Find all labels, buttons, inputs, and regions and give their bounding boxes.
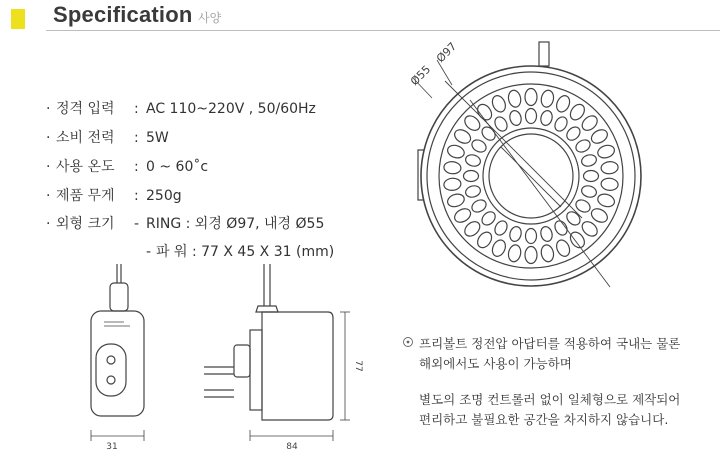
ring-light-drawing [413,39,641,287]
led [552,115,569,133]
adapter-side-view [204,264,350,441]
led [490,238,508,258]
spec-value: 파 워 : 77 X 45 X 31 (mm) [156,244,335,260]
led-ring [443,89,618,264]
spec-value: 0 ~ 60˚c [146,159,209,175]
led [525,247,537,264]
bullet: · [46,101,51,117]
led [443,177,461,191]
bullet: · [46,188,51,204]
note-line-1: 프리볼트 정전압 아답터를 적용하여 국내는 물론 [419,336,681,351]
dim-side-width: 84 [286,442,298,452]
led [601,177,619,191]
led [443,161,461,175]
note-line-3: 별도의 조명 컨트롤러 없이 일체형으로 제작되어 [419,392,681,407]
dim-height: 77 [353,360,363,372]
spec-label: 외형 크기 [56,216,115,232]
dim-ring-inner: Ø55 [407,62,434,89]
adapter-front-view [91,264,144,441]
circle-dot-icon-center [407,341,410,344]
led [479,209,497,227]
spec-value: 5W [146,130,169,146]
bullet: · [46,130,51,146]
led [508,225,523,242]
led [554,238,572,258]
spec-value: 250g [146,188,182,204]
note-line-4: 편리하고 불필요한 공간을 차지하지 않습니다. [419,412,669,427]
spec-separator: : [134,159,139,175]
led [446,192,466,209]
led [596,192,616,209]
dim-ring-outer: Ø97 [433,39,460,66]
led [470,197,488,214]
led [580,153,597,168]
led [589,127,610,146]
led [526,109,537,124]
led [507,244,522,263]
led [574,137,592,154]
led [564,124,582,142]
led [589,206,610,225]
led [508,109,523,126]
led [452,206,473,225]
led [580,184,597,199]
spec-label: 정격 입력 [56,101,115,117]
led [564,209,582,227]
spec-separator: : [134,188,139,204]
spec-label: 제품 무게 [56,188,115,204]
bullet: · [46,216,51,232]
page-subtitle: 사양 [198,11,222,25]
led [540,244,555,263]
led [507,89,522,108]
note-line-2: 해외에서도 사용이 가능하며 [419,356,572,371]
led [464,184,481,199]
led [492,219,509,237]
led [526,229,537,244]
led [539,225,554,242]
led [525,89,537,106]
led [490,94,508,114]
dim-front-width: 31 [106,442,118,452]
led [470,137,488,154]
spec-label: 사용 온도 [56,159,115,175]
led [464,171,479,182]
spec-separator: - [134,216,140,232]
spec-separator: : [134,101,139,117]
spec-value: RING : 외경 Ø97, 내경 Ø55 [146,216,325,232]
led [464,153,481,168]
led [446,143,466,160]
spec-separator: - [146,244,152,260]
led [539,109,554,126]
page-title: Specification [53,2,193,27]
spec-separator: : [134,130,139,146]
led [554,94,572,114]
led [601,161,619,175]
bullet: · [46,159,51,175]
led [596,143,616,160]
led [584,171,599,182]
spec-value: AC 110~220V , 50/60Hz [146,101,316,117]
led [452,127,473,146]
led [540,89,555,108]
spec-label: 소비 전력 [56,130,115,146]
